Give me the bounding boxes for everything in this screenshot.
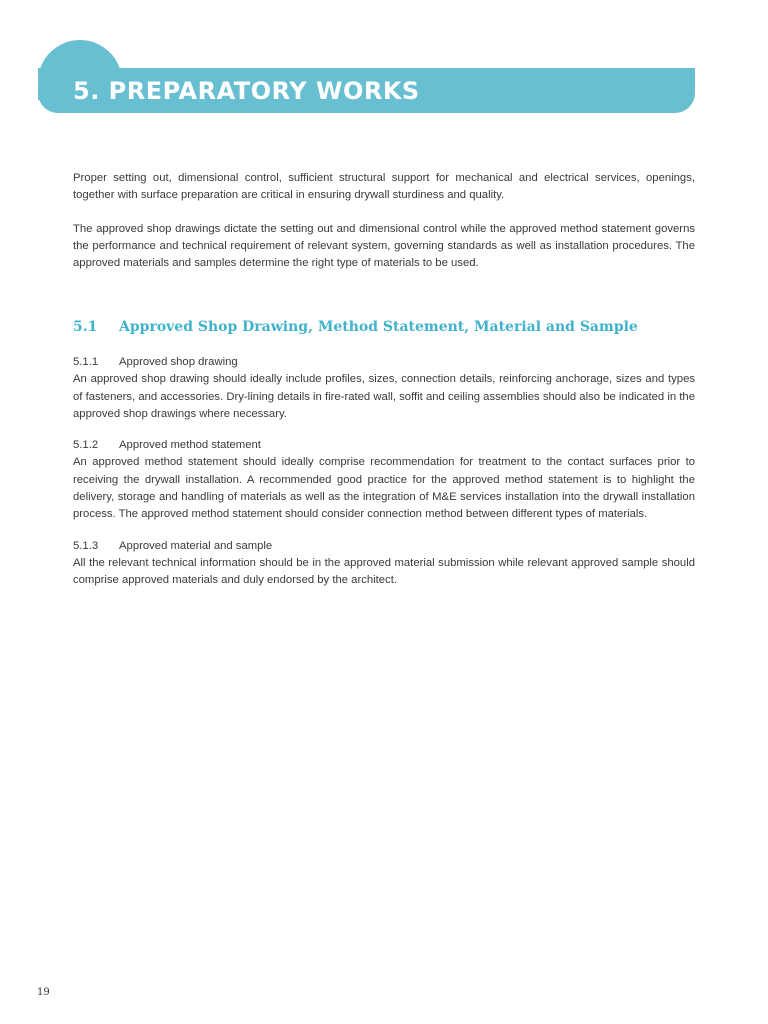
subsection-title: Approved material and sample bbox=[119, 539, 273, 552]
section-title: Approved Shop Drawing, Method Statement, Material and Sample bbox=[119, 319, 638, 336]
subsection-number: 5.1.3 bbox=[73, 539, 99, 552]
subsection-method-statement bbox=[73, 437, 695, 523]
page-title: 5. PREPARATORY WORKS bbox=[73, 77, 420, 105]
subsection-number: 5.1.1 bbox=[73, 356, 99, 369]
subsection-body: An approved shop drawing should ideally include profiles, sizes, connection details, reinforcing anchorage, sizes and types of fasteners, and accessories. Dry-lining details in fire-rated wall, soffit and ceiling assemblies should also be indicated in the approved shop drawings where necessary. bbox=[73, 373, 695, 421]
section-number: 5.1 bbox=[73, 319, 98, 336]
subsection-body: All the relevant technical information should be in the approved material submission while relevant approved sample should comprise approved materials and duly endorsed by the architect. bbox=[73, 556, 695, 586]
page-number: 19 bbox=[37, 987, 50, 998]
subsection-heading bbox=[73, 354, 695, 371]
intro-paragraph-2: The approved shop drawings dictate the setting out and dimensional control while the approved method statement governs the performance and technical requirement of relevant system, governing standards as well as installation procedures. The approved materials and samples determine the right type of materials to be used. bbox=[73, 222, 695, 270]
subsection-body: An approved method statement should ideally comprise recommendation for treatment to the contact surfaces prior to receiving the drywall installation. A recommended good practice for the approved method statement is to highlight the delivery, storage and handling of materials as well as the integration of M&E services installation into the drywall installation process. The approved method statement should consider connection method between different types of materials. bbox=[73, 456, 695, 521]
subsection-shop-drawing bbox=[73, 354, 695, 423]
document-body bbox=[73, 170, 695, 589]
intro-paragraph-1: Proper setting out, dimensional control, sufficient structural support for mechanical and electrical services, openings, together with surface preparation are critical in ensuring drywall sturdiness and quality. bbox=[73, 172, 695, 202]
section-heading bbox=[73, 318, 695, 336]
subsection-title: Approved method statement bbox=[119, 439, 261, 452]
subsection-heading bbox=[73, 437, 695, 454]
subsection-material-sample bbox=[73, 538, 695, 590]
subsection-number: 5.1.2 bbox=[73, 439, 99, 452]
subsection-title: Approved shop drawing bbox=[119, 356, 238, 369]
subsection-heading bbox=[73, 538, 695, 555]
